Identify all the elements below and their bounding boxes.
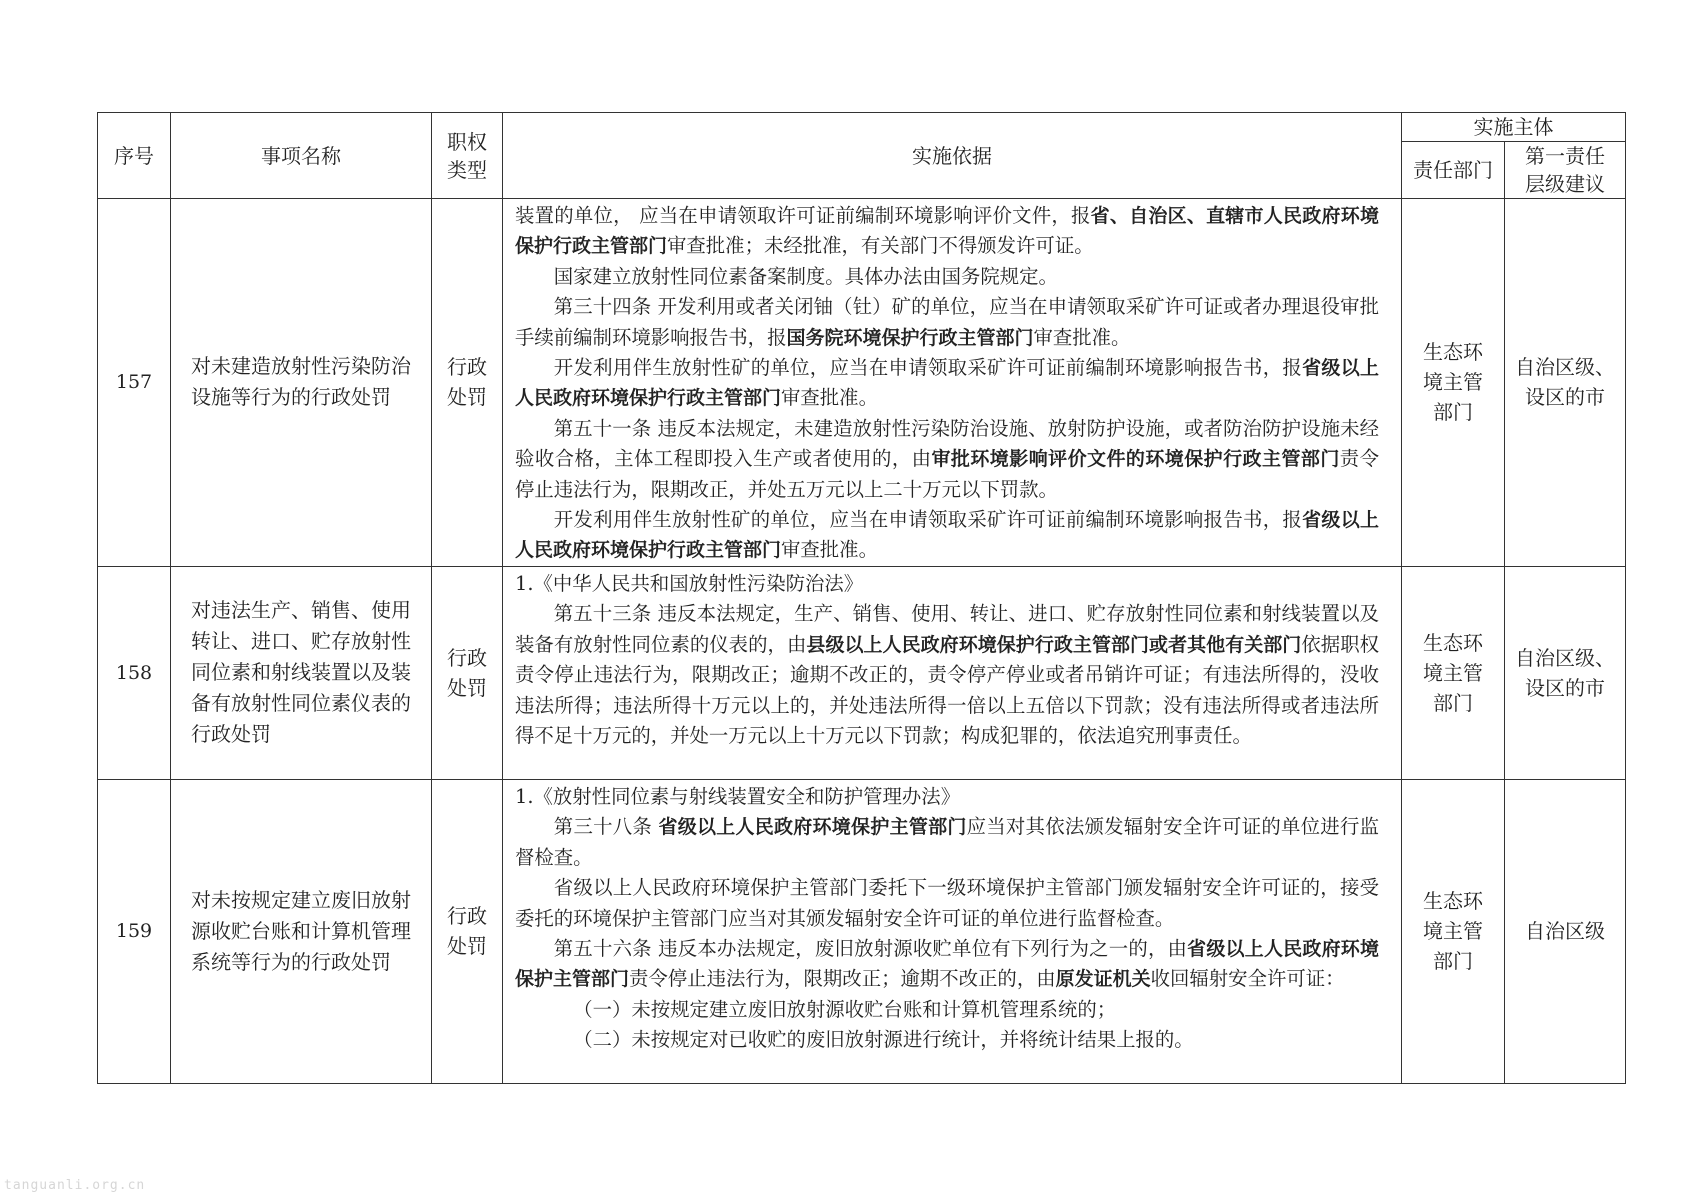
row-num: 157 (98, 199, 171, 567)
row-type-text: 行政处罚 (447, 355, 487, 410)
basis-text: 第三十四条 开发利用或者关闭铀（钍）矿的单位，应当在申请领取采矿许可证或者办理退役审批手续前编制环境影响报告书，报 (515, 295, 1379, 349)
header-type-text: 职权类型 (447, 129, 487, 182)
basis-text: 依据职权责令停止违法行为，限期改正；逾期不改正的，责令停产停业或者吊销许可证；有违法所得的，没收违法所得；违法所得十万元以上的，并处违法所得一倍以上五倍以下罚款；没有违法所得或者违法所得不足十万元的，并处一万元以上十万元以下罚款；构成犯罪的，依法追究刑事责任。 (515, 632, 1380, 747)
basis-bold: 省、自治区、直辖市人民政府环境保护行政主管部门 (515, 205, 1379, 258)
basis-paragraph (515, 353, 1379, 414)
row-type (432, 199, 503, 567)
header-level (1505, 142, 1626, 199)
table-row (98, 779, 1626, 1083)
row-dept-text: 生态环境主管部门 (1423, 630, 1483, 715)
basis-paragraph: 国家建立放射性同位素备案制度。具体办法由国务院规定。 (553, 264, 1058, 288)
basis-paragraph (515, 201, 1379, 262)
basis-paragraph: 1.《中华人民共和国放射性污染防治法》 (515, 571, 864, 595)
basis-paragraph: （一）未按规定建立废旧放射源收贮台账和计算机管理系统的； (573, 997, 1117, 1021)
row-basis (503, 566, 1402, 779)
basis-paragraph: 1.《放射性同位素与射线装置安全和防护管理办法》 (515, 784, 961, 808)
row-level-text: 自治区级 (1525, 919, 1605, 944)
basis-text: 第五十一条 违反本法规定，未建造放射性污染防治设施、放射防护设施，或者防治防护设施未经验收合格，主体工程即投入生产或者使用的，由 (515, 416, 1379, 471)
basis-bold: 县级以上人民政府环境保护行政主管部门或者其他有关部门 (806, 633, 1302, 656)
basis-paragraph (515, 505, 1379, 566)
basis-paragraph (515, 414, 1379, 505)
row-num: 158 (98, 566, 171, 779)
header-level-text: 第一责任层级建议 (1525, 144, 1605, 196)
basis-text: 审查批准。 (1033, 325, 1131, 349)
basis-bold: 省级以上人民政府环境保护行政主管部门 (515, 357, 1379, 410)
table-row (98, 566, 1626, 779)
row-dept (1402, 199, 1505, 567)
basis-bold: 省级以上人民政府环境保护主管部门 (658, 816, 967, 839)
header-name: 事项名称 (171, 113, 432, 199)
basis-text: 第三十八条 (553, 815, 659, 839)
basis-bold: 原发证机关 (1055, 968, 1151, 991)
header-type (432, 113, 503, 199)
basis-paragraph (515, 599, 1379, 751)
basis-paragraph: 省级以上人民政府环境保护主管部门委托下一级环境保护主管部门颁发辐射安全许可证的，接受委托的环境保护主管部门应当对其颁发辐射安全许可证的单位进行监督检查。 (515, 876, 1379, 930)
authority-table (97, 112, 1626, 1084)
basis-paragraph (515, 292, 1379, 353)
row-name: 对违法生产、销售、使用转让、进口、贮存放射性同位素和射线装置以及装备有放射性同位素仪表的行政处罚 (171, 566, 432, 779)
basis-text: 开发利用伴生放射性矿的单位，应当在申请领取采矿许可证前编制环境影响报告书，报 (553, 356, 1303, 380)
watermark: tanguanli.org.cn (4, 1178, 146, 1193)
row-dept-text: 生态环境主管部门 (1423, 340, 1483, 425)
row-level (1505, 199, 1626, 567)
basis-text: 第五十六条 违反本办法规定，废旧放射源收贮单位有下列行为之一的，由 (553, 936, 1188, 960)
row-type-text: 行政处罚 (447, 904, 487, 959)
basis-text: 装置的单位， 应当在申请领取许可证前编制环境影响评价文件，报 (515, 204, 1091, 227)
row-num: 159 (98, 779, 171, 1083)
basis-text: 第五十三条 违反本法规定，生产、销售、使用、转让、进口、贮存放射性同位素和射线装置以及装备有放射性同位素的仪表的，由 (515, 602, 1379, 656)
basis-bold: 国务院环境保护行政主管部门 (786, 326, 1034, 349)
header-subject: 实施主体 (1402, 113, 1626, 142)
row-level (1505, 779, 1626, 1083)
row-basis (503, 779, 1402, 1083)
row-level (1505, 566, 1626, 779)
basis-bold: 省级以上人民政府环境保护主管部门 (515, 937, 1379, 991)
basis-text: 收回辐射安全许可证： (1150, 967, 1345, 991)
row-name: 对未建造放射性污染防治设施等行为的行政处罚 (171, 199, 432, 567)
row-type-text: 行政处罚 (447, 645, 487, 700)
basis-bold: 省级以上人民政府环境保护行政主管部门 (515, 509, 1379, 562)
basis-text: 审查批准。 (781, 538, 878, 562)
header-dept: 责任部门 (1402, 142, 1505, 199)
basis-text: 应当对其依法颁发辐射安全许可证的单位进行监督检查。 (515, 815, 1379, 869)
row-type (432, 566, 503, 779)
row-dept (1402, 566, 1505, 779)
row-dept-text: 生态环境主管部门 (1423, 889, 1483, 974)
basis-text: 责令停止违法行为，限期改正，并处五万元以上二十万元以下罚款。 (515, 447, 1379, 501)
row-type (432, 779, 503, 1083)
row-level-text: 自治区级、设区的市 (1515, 645, 1615, 700)
basis-paragraph (515, 934, 1379, 995)
row-dept (1402, 779, 1505, 1083)
table-row (98, 199, 1626, 567)
row-name: 对未按规定建立废旧放射源收贮台账和计算机管理系统等行为的行政处罚 (171, 779, 432, 1083)
header-num: 序号 (98, 113, 171, 199)
basis-bold: 审批环境影响评价文件的环境保护行政主管部门 (931, 448, 1340, 471)
basis-text: 审查批准；未经批准，有关部门不得颁发许可证。 (667, 234, 1094, 258)
row-level-text: 自治区级、设区的市 (1515, 355, 1615, 410)
basis-text: 责令停止违法行为，限期改正；逾期不改正的，由 (629, 967, 1056, 991)
basis-text: 开发利用伴生放射性矿的单位，应当在申请领取采矿许可证前编制环境影响报告书，报 (553, 508, 1303, 532)
header-basis: 实施依据 (503, 113, 1402, 199)
basis-paragraph (515, 812, 1379, 873)
basis-text: 审查批准。 (781, 386, 878, 410)
row-basis (503, 199, 1402, 567)
basis-paragraph: （二）未按规定对已收贮的废旧放射源进行统计，并将统计结果上报的。 (573, 1028, 1194, 1052)
